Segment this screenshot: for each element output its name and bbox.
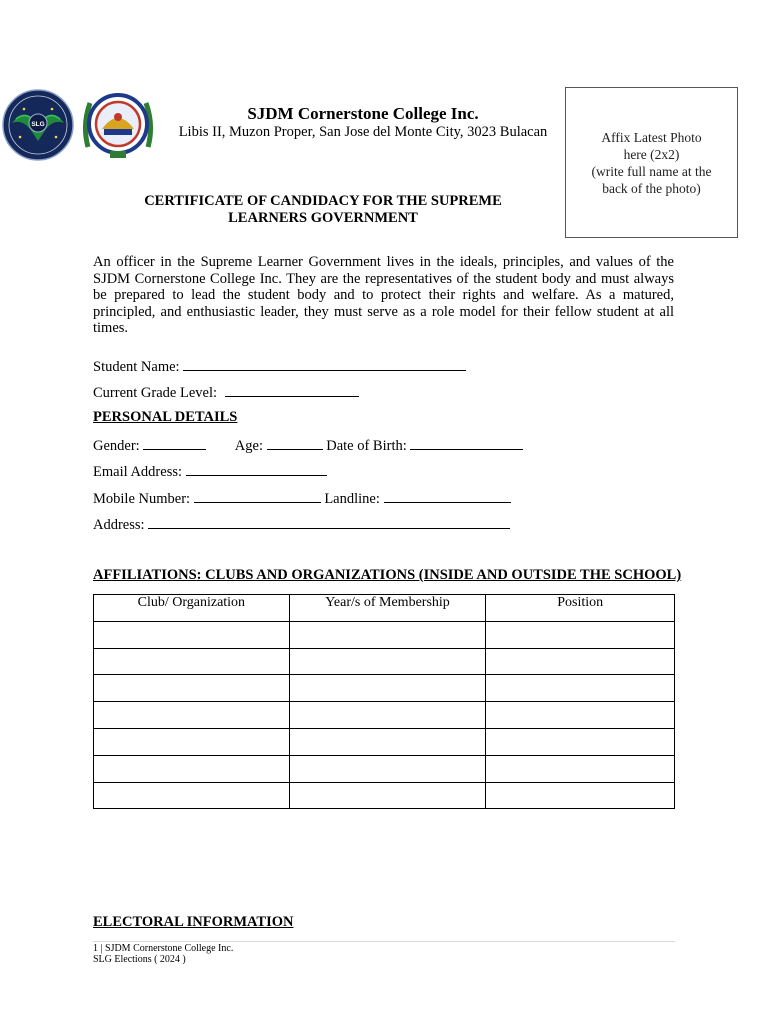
table-cell[interactable]	[289, 702, 486, 729]
landline-label: Landline:	[324, 491, 380, 507]
gender-label: Gender:	[93, 438, 140, 454]
table-cell[interactable]	[486, 702, 675, 729]
school-seal-icon	[80, 87, 156, 163]
personal-details-heading: PERSONAL DETAILS	[93, 409, 238, 425]
student-name-label: Student Name:	[93, 359, 180, 375]
document-title	[123, 193, 523, 227]
affiliations-table	[93, 594, 675, 809]
phone-row	[93, 488, 511, 508]
table-row	[94, 755, 675, 782]
column-header: Year/s of Membership	[289, 595, 486, 622]
table-cell[interactable]	[486, 648, 675, 675]
table-row	[94, 648, 675, 675]
gender-age-dob-row	[93, 435, 523, 455]
student-name-row	[93, 356, 466, 376]
footer-line-1: 1 | SJDM Cornerstone College Inc.	[93, 943, 234, 954]
title-line-1: CERTIFICATE OF CANDIDACY FOR THE SUPREME	[144, 193, 502, 209]
column-header: Position	[486, 595, 675, 622]
landline-blank[interactable]	[384, 488, 511, 503]
title-line-2: LEARNERS GOVERNMENT	[228, 210, 418, 226]
table-cell[interactable]	[486, 782, 675, 809]
photo-instruction-line: Affix Latest Photo	[601, 129, 702, 145]
photo-placeholder	[565, 87, 738, 238]
gender-blank[interactable]	[143, 435, 206, 450]
footer-divider	[93, 941, 675, 942]
dob-blank[interactable]	[410, 435, 523, 450]
table-cell[interactable]	[486, 675, 675, 702]
school-address: Libis II, Muzon Proper, San Jose del Monte City, 3023 Bulacan	[178, 124, 548, 140]
table-header-row	[94, 595, 675, 622]
column-header: Club/ Organization	[94, 595, 290, 622]
photo-instruction-line: here (2x2)	[623, 146, 680, 162]
electoral-information-heading: ELECTORAL INFORMATION	[93, 914, 294, 930]
email-label: Email Address:	[93, 464, 183, 480]
mobile-blank[interactable]	[194, 488, 321, 503]
student-name-blank[interactable]	[183, 356, 466, 371]
mobile-label: Mobile Number:	[93, 491, 191, 507]
photo-instructions	[582, 129, 722, 197]
slg-seal-icon	[2, 89, 74, 161]
school-name: SJDM Cornerstone College Inc.	[247, 104, 479, 123]
table-cell[interactable]	[486, 755, 675, 782]
affiliations-heading: AFFILIATIONS: CLUBS AND ORGANIZATIONS (INSIDE AND OUTSIDE THE SCHOOL)	[93, 567, 682, 583]
table-cell[interactable]	[94, 702, 290, 729]
email-row	[93, 461, 327, 481]
table-cell[interactable]	[289, 648, 486, 675]
table-cell[interactable]	[289, 621, 486, 648]
table-cell[interactable]	[486, 621, 675, 648]
photo-instruction-line: back of the photo)	[602, 180, 701, 196]
address-label: Address:	[93, 517, 145, 533]
address-blank[interactable]	[148, 514, 510, 529]
table-row	[94, 675, 675, 702]
table-row	[94, 702, 675, 729]
page-footer	[93, 943, 233, 965]
table-cell[interactable]	[289, 755, 486, 782]
table-cell[interactable]	[289, 782, 486, 809]
age-blank[interactable]	[267, 435, 323, 450]
table-row	[94, 782, 675, 809]
grade-level-blank[interactable]	[225, 382, 359, 397]
photo-instruction-line: (write full name at the	[591, 163, 712, 179]
table-cell[interactable]	[486, 728, 675, 755]
table-cell[interactable]	[94, 728, 290, 755]
table-cell[interactable]	[94, 648, 290, 675]
footer-line-2: SLG Elections ( 2024 )	[93, 954, 186, 965]
table-row	[94, 728, 675, 755]
svg-text:SLG: SLG	[31, 121, 45, 128]
email-blank[interactable]	[186, 461, 327, 476]
address-row	[93, 514, 510, 534]
age-label: Age:	[234, 438, 263, 454]
affiliations-table-body	[94, 621, 675, 809]
table-cell[interactable]	[94, 621, 290, 648]
intro-paragraph: An officer in the Supreme Learner Government lives in the ideals, principles, and values of the SJDM Cornerstone College Inc. They are the representatives of the student body and must always be prepared to lead the student body and to protect their rights and welfare. As a matured, principled, and enthusiastic leader, they must serve as a role model for their fellow student at all times.	[93, 254, 674, 337]
table-cell[interactable]	[289, 728, 486, 755]
table-row	[94, 621, 675, 648]
table-cell[interactable]	[94, 755, 290, 782]
table-cell[interactable]	[94, 782, 290, 809]
dob-label: Date of Birth:	[326, 438, 407, 454]
table-cell[interactable]	[94, 675, 290, 702]
grade-level-label: Current Grade Level:	[93, 385, 218, 401]
table-cell[interactable]	[289, 675, 486, 702]
grade-level-row	[93, 382, 359, 402]
